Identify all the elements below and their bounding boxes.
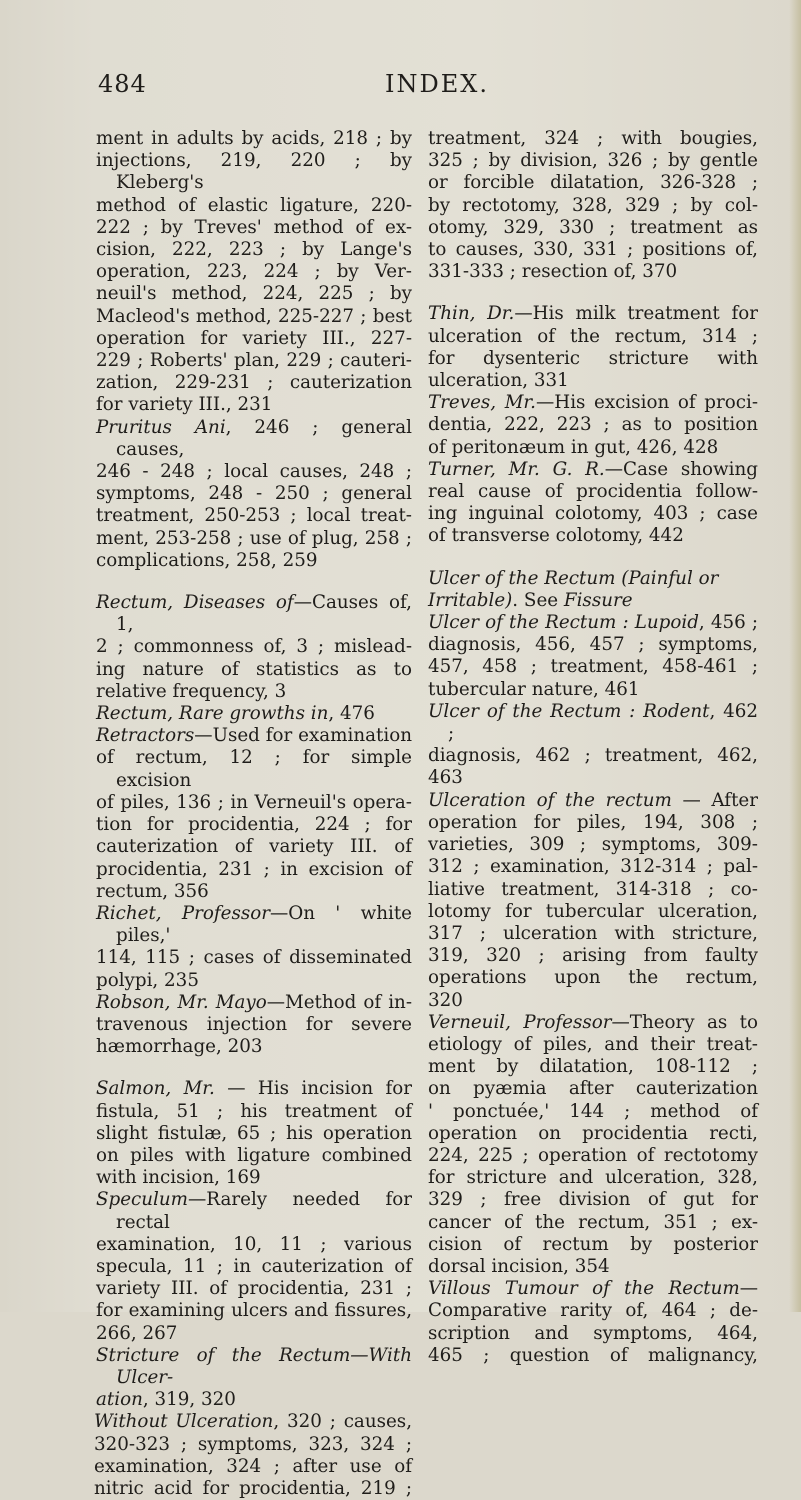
- index-text: or forcible dilatation, 326-328 ;: [428, 172, 758, 194]
- index-text: operation, 223, 224 ; by Ver-: [96, 261, 412, 283]
- index-text: ' ponctuée,' 144 ; method of: [428, 1100, 758, 1122]
- index-text: cancer of the rectum, 351 ; ex-: [428, 1211, 758, 1233]
- index-line: [428, 1322, 758, 1345]
- index-entry: [428, 612, 758, 701]
- index-heading: Ulceration of the rectum: [428, 789, 672, 811]
- index-line: [428, 481, 758, 503]
- index-line: [428, 900, 758, 923]
- index-entry: [96, 1078, 412, 1189]
- index-entry: [96, 725, 412, 903]
- index-entry: [428, 459, 758, 548]
- index-text: tubercular nature, 461: [428, 678, 640, 700]
- index-line: [96, 725, 412, 747]
- index-line: [96, 1255, 412, 1278]
- index-line: [428, 967, 758, 989]
- index-heading: Salmon, Mr.: [96, 1078, 215, 1100]
- index-text: operations upon the rectum,: [428, 967, 758, 989]
- index-text: relative frequency, 3: [96, 680, 287, 702]
- index-entry: [428, 303, 758, 392]
- index-text: , 320 ; causes,: [273, 1411, 412, 1433]
- index-text: Comparative rarity of, 464 ; de-: [428, 1300, 758, 1322]
- index-heading: Turner, Mr. G. R.: [428, 458, 605, 480]
- index-line: [96, 216, 412, 239]
- index-entry: [96, 128, 412, 417]
- index-line: [96, 416, 412, 461]
- index-line: [96, 592, 412, 636]
- index-line: [96, 1013, 412, 1036]
- index-line: [428, 525, 758, 547]
- index-text: rectum, 356: [96, 880, 209, 902]
- index-text: real cause of procidentia follow-: [428, 481, 758, 503]
- index-text: —Case showing: [604, 458, 758, 480]
- index-text: complications, 258, 259: [96, 549, 318, 571]
- index-entry: [96, 1189, 412, 1344]
- index-text: 266, 267: [96, 1322, 178, 1344]
- index-line: [428, 1344, 758, 1367]
- index-text: varieties, 309 ; symptoms, 309-: [428, 834, 758, 856]
- index-line: [428, 1100, 758, 1123]
- index-entry: [96, 417, 412, 572]
- index-text: 246 - 248 ; local causes, 248 ;: [96, 461, 412, 483]
- index-line: [96, 194, 412, 217]
- index-text: 222 ; by Treves' method of ex-: [96, 216, 412, 238]
- index-heading: Ulcer of the Rectum : Rodent: [428, 700, 710, 722]
- index-column-right: [428, 128, 758, 1367]
- index-text: for variety III., 231: [96, 394, 273, 416]
- index-line: [428, 503, 758, 525]
- index-text: treatment, 250-253 ; local treat-: [96, 505, 412, 527]
- index-text: —Causes of, 1,: [116, 592, 412, 636]
- index-text: 2 ; commonness of, 3 ; mislead-: [96, 636, 412, 658]
- index-entry: [428, 1012, 758, 1278]
- index-text: for dysenteric stricture with: [428, 347, 758, 369]
- index-line: [96, 1278, 412, 1300]
- index-text: treatment, 324 ; with bougies,: [428, 128, 758, 149]
- index-text: diagnosis, 462 ; treatment, 462,: [428, 745, 758, 767]
- index-line: [428, 1211, 758, 1234]
- index-line: [96, 527, 412, 550]
- index-line: [428, 216, 758, 239]
- index-text: of transverse colotomy, 442: [428, 525, 684, 547]
- index-text: dentia, 222, 223 ; as to position: [428, 414, 758, 436]
- index-line: [428, 612, 758, 634]
- index-text: ulceration of the rectum, 314 ;: [428, 325, 758, 347]
- index-entry: [428, 701, 758, 790]
- index-heading: Speculum: [96, 1189, 189, 1211]
- index-line: [96, 814, 412, 836]
- index-text: injections, 219, 220 ; by Kleberg's: [96, 150, 412, 194]
- index-line: [96, 1078, 412, 1100]
- index-line: [428, 1255, 758, 1278]
- index-text: slight fistulæ, 65 ; his operation: [96, 1122, 412, 1144]
- index-entry: [428, 128, 758, 283]
- index-text: cision of rectum by posterior: [428, 1233, 758, 1255]
- index-line: [96, 1344, 412, 1389]
- index-text: 463: [428, 767, 463, 789]
- index-text: 329 ; free division of gut for: [428, 1189, 758, 1211]
- index-line: [428, 194, 758, 217]
- index-heading: Verneuil, Professor: [428, 1011, 612, 1033]
- index-text: polypi, 235: [96, 969, 199, 991]
- index-text: 312 ; examination, 312-314 ; pal-: [428, 856, 758, 878]
- index-entry: [96, 592, 412, 703]
- index-text: hæmorrhage, 203: [96, 1036, 263, 1058]
- index-text: examination, 324 ; after use of: [94, 1455, 412, 1477]
- index-text: travenous injection for severe: [96, 1013, 412, 1035]
- index-text: — After: [671, 789, 758, 811]
- index-line: [428, 172, 758, 194]
- index-text: on piles with ligature combined: [96, 1144, 412, 1166]
- index-text: 229 ; Roberts' plan, 229 ; cauteri-: [96, 350, 412, 372]
- index-entry: [428, 790, 758, 1012]
- index-line: [96, 969, 412, 992]
- index-line: [96, 858, 412, 881]
- page-edge: [789, 0, 801, 1312]
- index-text: 317 ; ulceration with stricture,: [428, 922, 758, 944]
- index-line: [428, 567, 758, 590]
- index-line: [428, 745, 758, 767]
- index-line: [94, 1455, 412, 1478]
- index-entry: [96, 903, 412, 992]
- index-line: [428, 1233, 758, 1256]
- index-line: [428, 150, 758, 172]
- index-line: [96, 1233, 412, 1256]
- index-text: ing inguinal colotomy, 403 ; case: [428, 503, 758, 525]
- index-line: [428, 325, 758, 348]
- index-text: Macleod's method, 225-227 ; best: [96, 305, 412, 327]
- index-line: [96, 128, 412, 150]
- index-line: [428, 922, 758, 945]
- index-text: —: [739, 1278, 758, 1300]
- index-text: ing nature of statistics as to: [96, 658, 412, 680]
- index-text: neuil's method, 224, 225 ; by: [96, 283, 412, 305]
- index-text: fistula, 51 ; his treatment of: [96, 1100, 412, 1122]
- index-text: of rectum, 12 ; for simple excision: [96, 747, 412, 791]
- index-text: , 319, 320: [142, 1389, 236, 1411]
- index-line: [96, 1300, 412, 1322]
- index-line: [96, 658, 412, 681]
- index-line: [428, 789, 758, 812]
- index-text: , 246 ; general causes,: [116, 416, 412, 460]
- index-line: [428, 1167, 758, 1189]
- index-line: [96, 394, 412, 416]
- index-line: [428, 1278, 758, 1300]
- index-line: [428, 128, 758, 150]
- index-line: [96, 350, 412, 372]
- index-line: [94, 1411, 412, 1433]
- index-text: etiology of piles, and their treat-: [428, 1033, 758, 1055]
- index-text: on pyæmia after cauterization: [428, 1078, 758, 1100]
- index-text: procidentia, 231 ; in excision of: [96, 858, 412, 880]
- index-heading: ation: [96, 1389, 143, 1411]
- index-text: 319, 320 ; arising from faulty: [428, 945, 758, 967]
- index-heading: Rectum, Rare growths in: [96, 703, 329, 725]
- index-heading: Retractors: [96, 725, 195, 747]
- index-text: —His milk treatment for: [514, 303, 758, 325]
- index-text: —Used for examination: [194, 725, 412, 747]
- index-line: [428, 1144, 758, 1167]
- index-heading: Without Ulceration: [94, 1411, 274, 1433]
- index-column-left: [96, 128, 412, 1500]
- index-line: [428, 1300, 758, 1322]
- index-heading: Robson, Mr. Mayo: [96, 991, 267, 1013]
- index-text: method of elastic ligature, 220-: [96, 194, 412, 216]
- index-text: liative treatment, 314-318 ; co-: [428, 878, 758, 900]
- index-line: [96, 1167, 412, 1189]
- index-line: [428, 767, 758, 789]
- index-line: [428, 989, 758, 1012]
- index-text: ulceration, 331: [428, 370, 569, 392]
- index-entry: [428, 1278, 758, 1367]
- index-heading: Irritable): [428, 589, 513, 611]
- index-line: [428, 811, 758, 834]
- index-text: operation for piles, 194, 308 ;: [428, 811, 758, 833]
- index-line: [96, 1122, 412, 1145]
- index-heading: Treves, Mr.: [428, 392, 536, 414]
- index-entry: [96, 1345, 412, 1412]
- index-line: [96, 549, 412, 572]
- index-text: diagnosis, 456, 457 ; symptoms,: [428, 634, 758, 656]
- index-text: otomy, 329, 330 ; treatment as: [428, 216, 758, 238]
- index-line: [428, 878, 758, 901]
- index-text: variety III. of procidentia, 231 ;: [96, 1278, 412, 1300]
- index-heading: Thin, Dr.: [428, 303, 515, 325]
- index-line: [428, 1033, 758, 1056]
- index-text: to causes, 330, 331 ; positions of,: [428, 239, 758, 261]
- index-entry: [428, 392, 758, 459]
- index-text: , 456 ;: [698, 612, 758, 634]
- index-entry: [96, 1411, 412, 1500]
- index-text: —His excision of proci-: [535, 392, 759, 414]
- index-line: [96, 305, 412, 328]
- index-line: [428, 392, 759, 414]
- index-line: [428, 656, 758, 678]
- index-text: zation, 229-231 ; cauterization: [96, 372, 412, 394]
- index-line: [428, 436, 758, 459]
- index-text: specula, 11 ; in cauterization of: [96, 1255, 412, 1277]
- index-line: [96, 327, 412, 350]
- index-line: [94, 1433, 412, 1456]
- page-header: [0, 70, 801, 110]
- index-text: 325 ; by division, 326 ; by gentle: [428, 150, 758, 172]
- index-text: ment by dilatation, 108-112 ;: [428, 1056, 758, 1078]
- index-line: [428, 1189, 758, 1211]
- index-line: [96, 1389, 412, 1411]
- index-line: [96, 947, 412, 969]
- index-entry: [96, 992, 412, 1059]
- index-heading: Pruritus Ani: [96, 416, 226, 438]
- index-line: [96, 483, 412, 505]
- index-text: cauterization of variety III. of: [96, 836, 412, 858]
- index-line: [96, 902, 412, 947]
- index-line: [96, 1100, 412, 1123]
- index-text: of peritonæum in gut, 426, 428: [428, 436, 719, 458]
- index-line: [428, 678, 758, 701]
- index-text: operation for variety III., 227-: [96, 327, 412, 349]
- index-line: [96, 991, 412, 1014]
- index-line: [428, 303, 758, 325]
- index-text: . See: [512, 589, 564, 611]
- index-line: [96, 461, 412, 483]
- index-line: [96, 261, 412, 283]
- index-text: tion for procidentia, 224 ; for: [96, 814, 412, 836]
- index-heading: Villous Tumour of the Rectum: [428, 1278, 740, 1300]
- index-line: [428, 1122, 758, 1145]
- index-line: [94, 1477, 412, 1500]
- index-heading: Ulcer of the Rectum : Lupoid: [428, 612, 699, 634]
- index-heading: Rectum, Diseases of: [96, 592, 294, 614]
- index-text: 224, 225 ; operation of rectotomy: [428, 1144, 758, 1166]
- index-text: 114, 115 ; cases of disseminated: [96, 947, 412, 969]
- index-text: —On ' white piles,': [116, 902, 412, 947]
- index-line: [96, 505, 412, 527]
- index-line: [428, 458, 758, 481]
- index-entry: [428, 568, 758, 612]
- index-line: [428, 370, 758, 392]
- index-heading: Ulcer of the Rectum (Painful or: [428, 567, 719, 589]
- index-text: , 476: [328, 703, 375, 725]
- index-text: 331-333 ; resection of, 370: [428, 261, 678, 283]
- index-text: 465 ; question of malignancy,: [428, 1344, 758, 1366]
- index-line: [96, 1144, 412, 1167]
- index-heading: Stricture of the Rectum—With Ulcer-: [96, 1344, 412, 1388]
- index-line: [96, 836, 412, 858]
- page-number: 484: [98, 70, 147, 98]
- index-text: for examining ulcers and fissures,: [96, 1300, 412, 1322]
- index-line: [96, 283, 412, 305]
- index-line: [96, 636, 412, 658]
- index-line: [428, 1078, 758, 1100]
- index-text: cision, 222, 223 ; by Lange's: [96, 239, 412, 261]
- index-text: ment, 253-258 ; use of plug, 258 ;: [96, 527, 412, 549]
- index-text: 457, 458 ; treatment, 458-461 ;: [428, 656, 758, 678]
- index-line: [428, 239, 758, 261]
- cross-reference: Fissure: [563, 589, 633, 611]
- index-text: lotomy for tubercular ulceration,: [428, 900, 758, 922]
- index-line: [428, 414, 758, 436]
- index-text: 320: [428, 989, 463, 1011]
- index-line: [428, 1056, 758, 1078]
- index-line: [428, 834, 758, 856]
- index-line: [96, 880, 412, 903]
- index-line: [96, 1322, 412, 1345]
- index-text: nitric acid for procidentia, 219 ;: [94, 1477, 412, 1499]
- index-line: [96, 372, 412, 394]
- index-line: [96, 747, 412, 791]
- index-text: — His incision for: [214, 1078, 412, 1100]
- index-text: for stricture and ulceration, 328,: [428, 1167, 758, 1189]
- index-text: —Theory as to: [611, 1011, 758, 1033]
- index-text: —Method of in-: [266, 991, 412, 1013]
- index-line: [428, 1011, 758, 1034]
- index-line: [96, 239, 412, 261]
- index-line: [428, 589, 758, 612]
- index-line: [96, 1036, 412, 1058]
- index-line: [96, 703, 412, 725]
- index-text: ment in adults by acids, 218 ; by: [96, 128, 412, 149]
- index-text: examination, 10, 11 ; various: [96, 1233, 412, 1255]
- index-text: scription and symptoms, 464,: [428, 1322, 758, 1344]
- index-line: [428, 634, 758, 656]
- index-text: operation on procidentia recti,: [428, 1122, 758, 1144]
- index-line: [428, 945, 758, 967]
- index-text: of piles, 136 ; in Verneuil's opera-: [96, 791, 412, 813]
- index-line: [96, 680, 412, 703]
- index-text: —Rarely needed for rectal: [116, 1189, 412, 1233]
- index-line: [428, 261, 758, 283]
- index-line: [428, 347, 758, 370]
- index-entry: [96, 703, 412, 725]
- index-text: 320-323 ; symptoms, 323, 324 ;: [94, 1433, 412, 1455]
- index-line: [96, 150, 412, 194]
- index-line: [428, 700, 758, 745]
- index-line: [96, 1189, 412, 1233]
- index-text: by rectotomy, 328, 329 ; by col-: [428, 194, 758, 216]
- index-text: symptoms, 248 - 250 ; general: [96, 483, 412, 505]
- index-heading: Richet, Professor: [96, 902, 270, 924]
- index-line: [96, 791, 412, 814]
- index-line: [428, 856, 758, 878]
- index-text: with incision, 169: [96, 1167, 261, 1189]
- running-head: INDEX.: [385, 70, 489, 98]
- index-text: , 462 ;: [448, 700, 758, 745]
- index-text: dorsal incision, 354: [428, 1255, 610, 1277]
